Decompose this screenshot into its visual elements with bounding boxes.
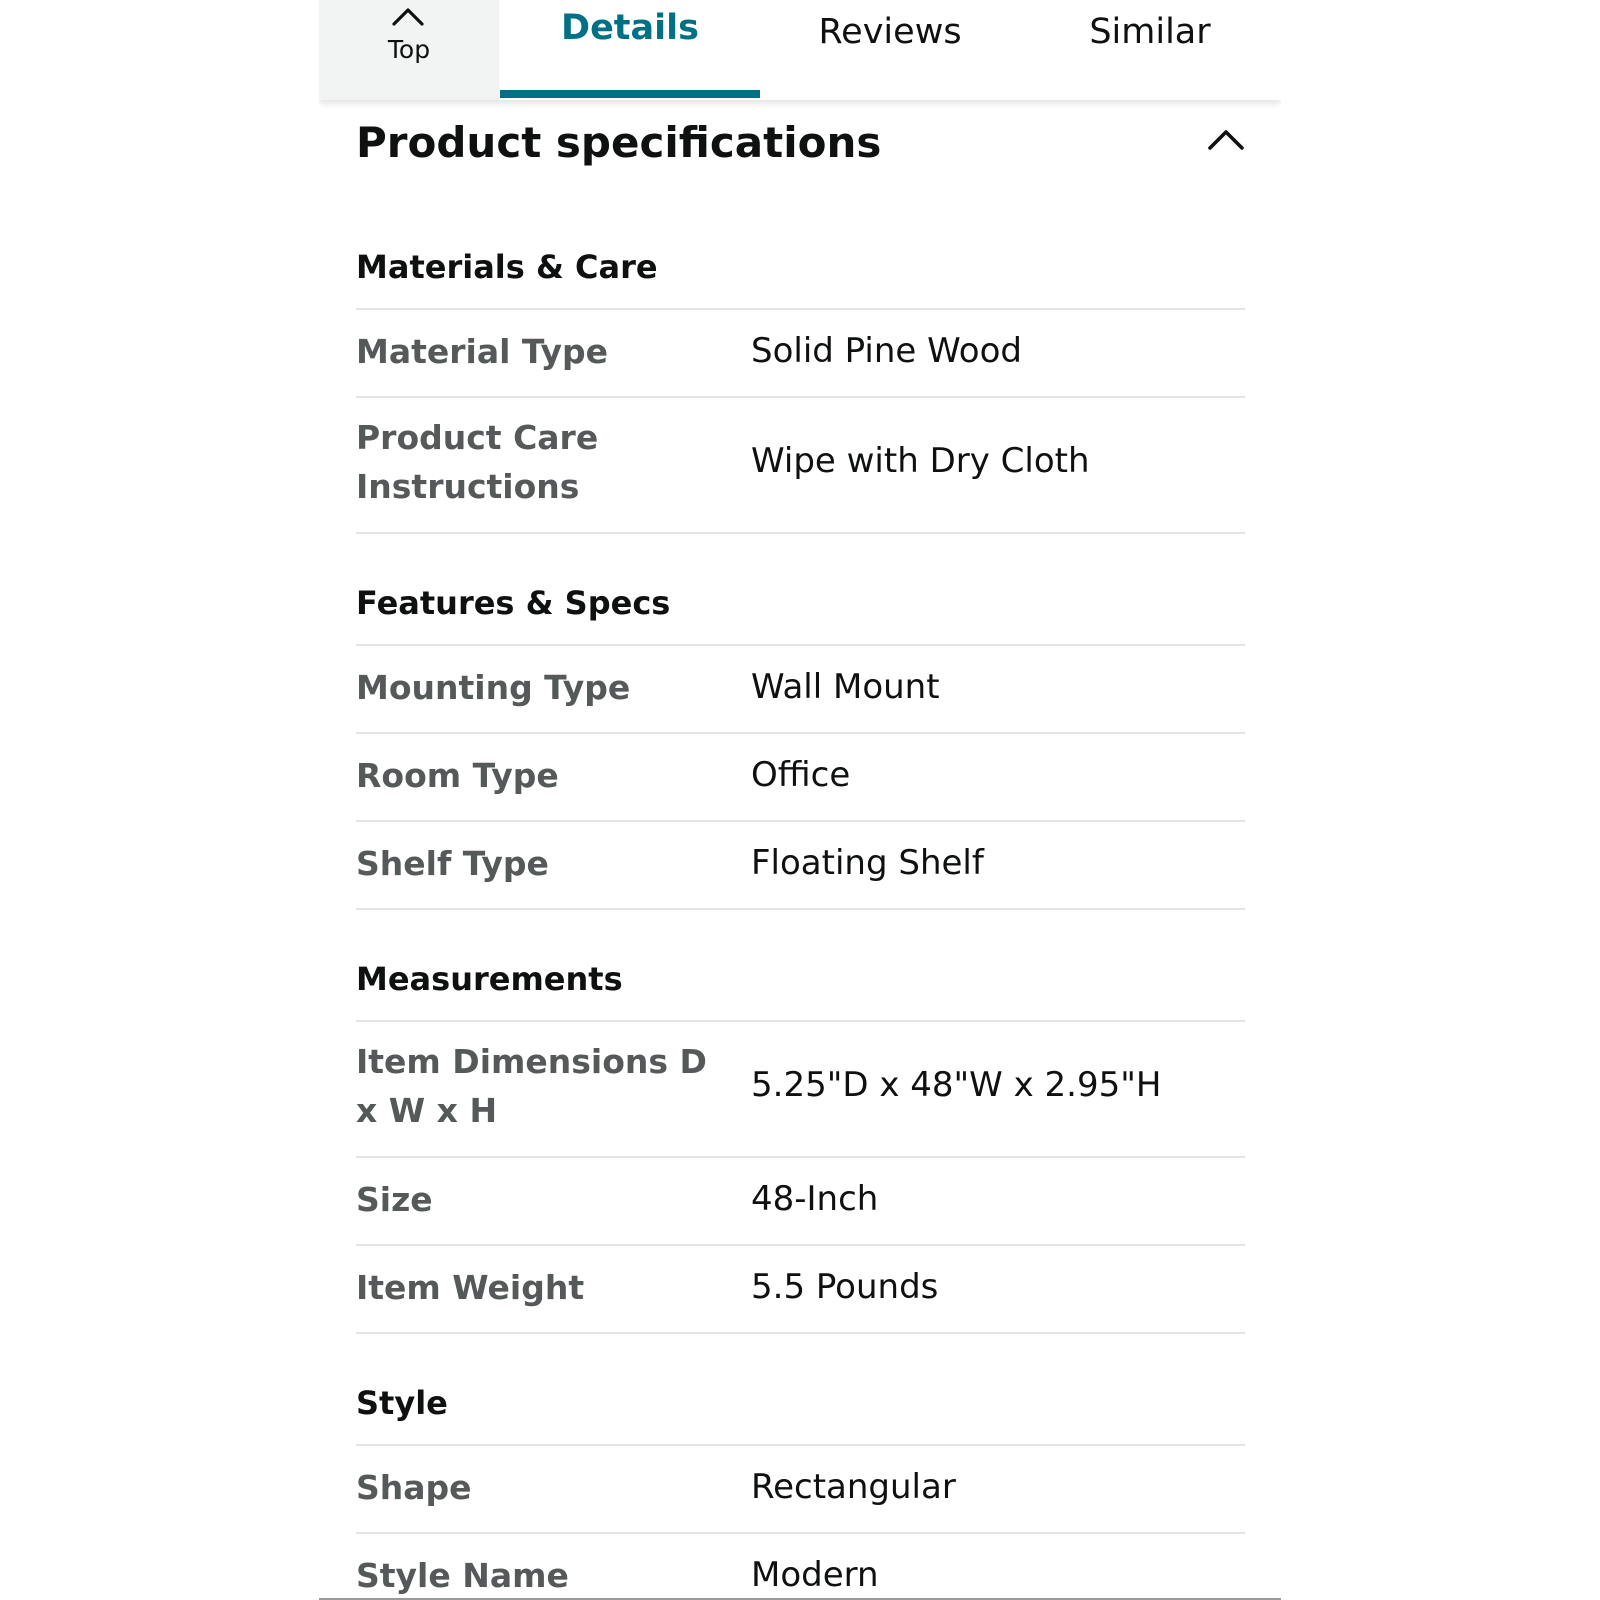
- tab-similar-label: Similar: [1089, 12, 1211, 52]
- product-detail-screen: [319, 0, 1281, 1600]
- divider: [356, 1244, 1245, 1246]
- spec-key: Shelf Type: [356, 844, 549, 883]
- chevron-up-icon: [391, 2, 425, 28]
- spec-value: Office: [751, 755, 851, 795]
- spec-key: Size: [356, 1180, 433, 1219]
- spec-key: Style Name: [356, 1556, 569, 1595]
- spec-value: Rectangular: [751, 1467, 956, 1507]
- divider: [356, 908, 1245, 910]
- spec-value: Floating Shelf: [751, 843, 984, 883]
- divider: [356, 732, 1245, 734]
- spec-group-title: Features & Specs: [356, 584, 671, 622]
- tab-similar[interactable]: [1020, 0, 1280, 100]
- spec-value: 5.25"D x 48"W x 2.95"H: [751, 1065, 1162, 1105]
- spec-group-title: Measurements: [356, 960, 623, 998]
- back-to-top-button[interactable]: [319, 0, 499, 100]
- divider: [356, 1020, 1245, 1022]
- tab-reviews-label: Reviews: [818, 12, 962, 52]
- spec-value: Solid Pine Wood: [751, 331, 1022, 371]
- spec-value: Modern: [751, 1555, 879, 1595]
- divider: [356, 1444, 1245, 1446]
- spec-group-title: Style: [356, 1384, 448, 1422]
- divider: [356, 644, 1245, 646]
- spec-key: Room Type: [356, 756, 559, 795]
- chevron-up-icon[interactable]: [1206, 124, 1246, 154]
- divider: [356, 308, 1245, 310]
- divider: [356, 820, 1245, 822]
- spec-key: Mounting Type: [356, 668, 631, 707]
- tab-details-label: Details: [561, 8, 699, 48]
- spec-value: 5.5 Pounds: [751, 1267, 939, 1307]
- divider: [356, 396, 1245, 398]
- spec-value: 48-Inch: [751, 1179, 879, 1219]
- spec-key: Shape: [356, 1468, 472, 1507]
- spec-key: Material Type: [356, 332, 609, 371]
- tab-details[interactable]: [500, 0, 760, 100]
- detail-tab-bar: [319, 0, 1281, 100]
- divider: [356, 1156, 1245, 1158]
- active-tab-indicator: [500, 90, 760, 98]
- spec-value: Wipe with Dry Cloth: [751, 441, 1090, 481]
- divider: [356, 532, 1245, 534]
- spec-key: Item Weight: [356, 1268, 585, 1307]
- tab-reviews[interactable]: [760, 0, 1020, 100]
- spec-key: Item Dimensions D x W x H: [356, 1042, 707, 1130]
- divider: [356, 1532, 1245, 1534]
- top-label: Top: [387, 35, 431, 64]
- section-title[interactable]: Product specifications: [356, 118, 882, 167]
- spec-value: Wall Mount: [751, 667, 940, 707]
- divider: [356, 1332, 1245, 1334]
- spec-group-title: Materials & Care: [356, 248, 658, 286]
- spec-key: Product Care Instructions: [356, 418, 599, 506]
